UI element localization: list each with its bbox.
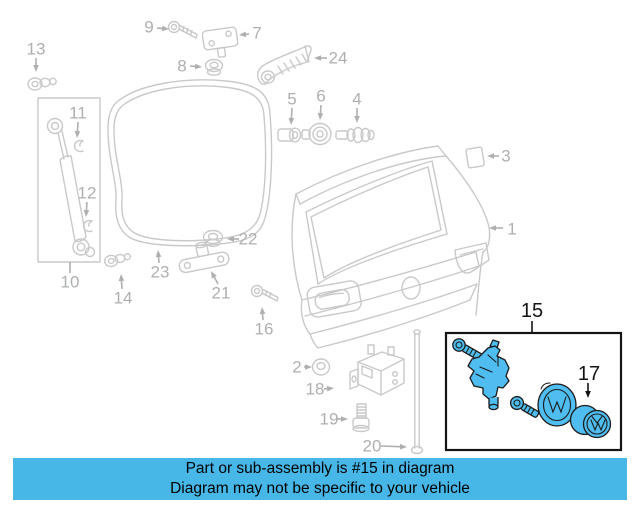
part-4-bolt: [336, 128, 374, 143]
callout-arrow-11: [77, 122, 78, 131]
callout-16: [255, 307, 274, 339]
callout-label-1: 1: [507, 219, 517, 239]
callout-arrowhead-14: [119, 274, 125, 281]
clip-12: [84, 221, 92, 232]
callout-label-8: 8: [177, 56, 187, 76]
part-13-stud: [28, 78, 56, 90]
part-18-latch: [350, 345, 404, 395]
callout-arrowhead-23: [156, 250, 162, 257]
part-3-sticker: [466, 147, 485, 168]
info-banner: [13, 458, 627, 500]
callout-14: [114, 274, 133, 308]
callout-label-5: 5: [287, 89, 297, 109]
callout-arrowhead-13: [33, 65, 39, 72]
callout-20: [363, 437, 407, 456]
callout-arrowhead-7: [239, 32, 246, 38]
callout-15: [521, 300, 543, 333]
callout-arrowhead-6: [318, 113, 324, 120]
callout-3: [487, 147, 511, 166]
callout-5: [287, 90, 296, 126]
banner-line-2: Diagram may not be specific to your vehicle: [170, 480, 470, 497]
callout-arrowhead-21: [211, 271, 217, 278]
callout-23: [151, 250, 170, 282]
callout-label-3: 3: [501, 146, 511, 166]
callout-arrowhead-18: [327, 386, 334, 392]
liftgate-outline: [292, 146, 490, 348]
part-24-tube: [258, 46, 311, 84]
callout-label-21: 21: [211, 283, 231, 303]
part-9-screw: [169, 22, 198, 39]
callout-label-19: 19: [319, 409, 339, 429]
clip-11: [75, 141, 83, 152]
banner-line-1: Part or sub-assembly is #15 in diagram: [185, 459, 455, 477]
callout-1: [489, 220, 517, 239]
callout-label-14: 14: [113, 288, 133, 308]
callout-label-16: 16: [254, 319, 274, 339]
license-plate-recess: [306, 280, 362, 319]
part-19-bolt: [353, 404, 369, 432]
callout-arrowhead-2: [305, 364, 312, 370]
callout-label-7: 7: [252, 23, 262, 43]
part-5-bolt: [278, 128, 301, 142]
callout-18: [306, 380, 334, 399]
callout-arrowhead-16: [260, 307, 266, 314]
callout-arrowhead-5: [289, 118, 295, 125]
callout-4: [352, 90, 361, 124]
strut-box-outline: [38, 98, 100, 262]
callout-label-10: 10: [60, 272, 80, 292]
callout-arrowhead-19: [341, 416, 348, 422]
callout-arrowhead-20: [400, 444, 407, 450]
callout-13: [27, 40, 46, 73]
callout-label-15: 15: [520, 300, 544, 322]
callout-label-24: 24: [328, 48, 348, 68]
callout-arrowhead-11: [75, 131, 81, 138]
part-2-grommet: [313, 359, 330, 375]
callout-arrow-12: [86, 202, 87, 210]
part-14-stud: [104, 253, 131, 267]
callout-label-13: 13: [26, 39, 46, 59]
callout-label-4: 4: [352, 89, 362, 109]
part-6-grommet: [302, 124, 331, 145]
callout-7: [239, 24, 262, 43]
callout-9: [144, 18, 169, 37]
callout-label-9: 9: [144, 17, 154, 37]
highlight-box-15: [446, 333, 621, 450]
callout-12: [78, 184, 97, 218]
callout-arrowhead-24: [314, 55, 321, 61]
callout-label-18: 18: [305, 379, 325, 399]
callout-6: [316, 87, 325, 121]
callout-arrowhead-12: [84, 210, 90, 217]
callout-arrowhead-8: [195, 64, 202, 70]
part-7-bracket: [202, 27, 240, 59]
callout-arrow-5: [291, 108, 292, 118]
callout-label-22: 22: [238, 229, 258, 249]
callout-arrowhead-3: [487, 153, 494, 159]
part-8-nut: [206, 60, 223, 76]
part-23-seal: [108, 80, 272, 246]
part-16-screw: [252, 286, 279, 302]
callout-arrowhead-4: [354, 116, 360, 123]
callout-arrow-6: [320, 105, 321, 113]
callout-10: [61, 262, 80, 292]
callout-label-6: 6: [316, 86, 326, 106]
callout-label-20: 20: [362, 436, 382, 456]
callout-24: [314, 49, 347, 68]
callout-label-23: 23: [150, 262, 170, 282]
callout-22: [227, 230, 257, 249]
callout-21: [211, 271, 230, 303]
callout-label-2: 2: [292, 357, 302, 377]
callout-11: [69, 104, 87, 139]
callout-arrow-20: [381, 446, 400, 447]
callout-label-17: 17: [577, 363, 601, 385]
callout-19: [320, 410, 348, 429]
callout-label-12: 12: [77, 183, 97, 203]
callout-2: [292, 358, 312, 377]
callout-label-11: 11: [69, 103, 87, 123]
callout-8: [177, 57, 202, 76]
part-20-rod: [412, 330, 423, 454]
